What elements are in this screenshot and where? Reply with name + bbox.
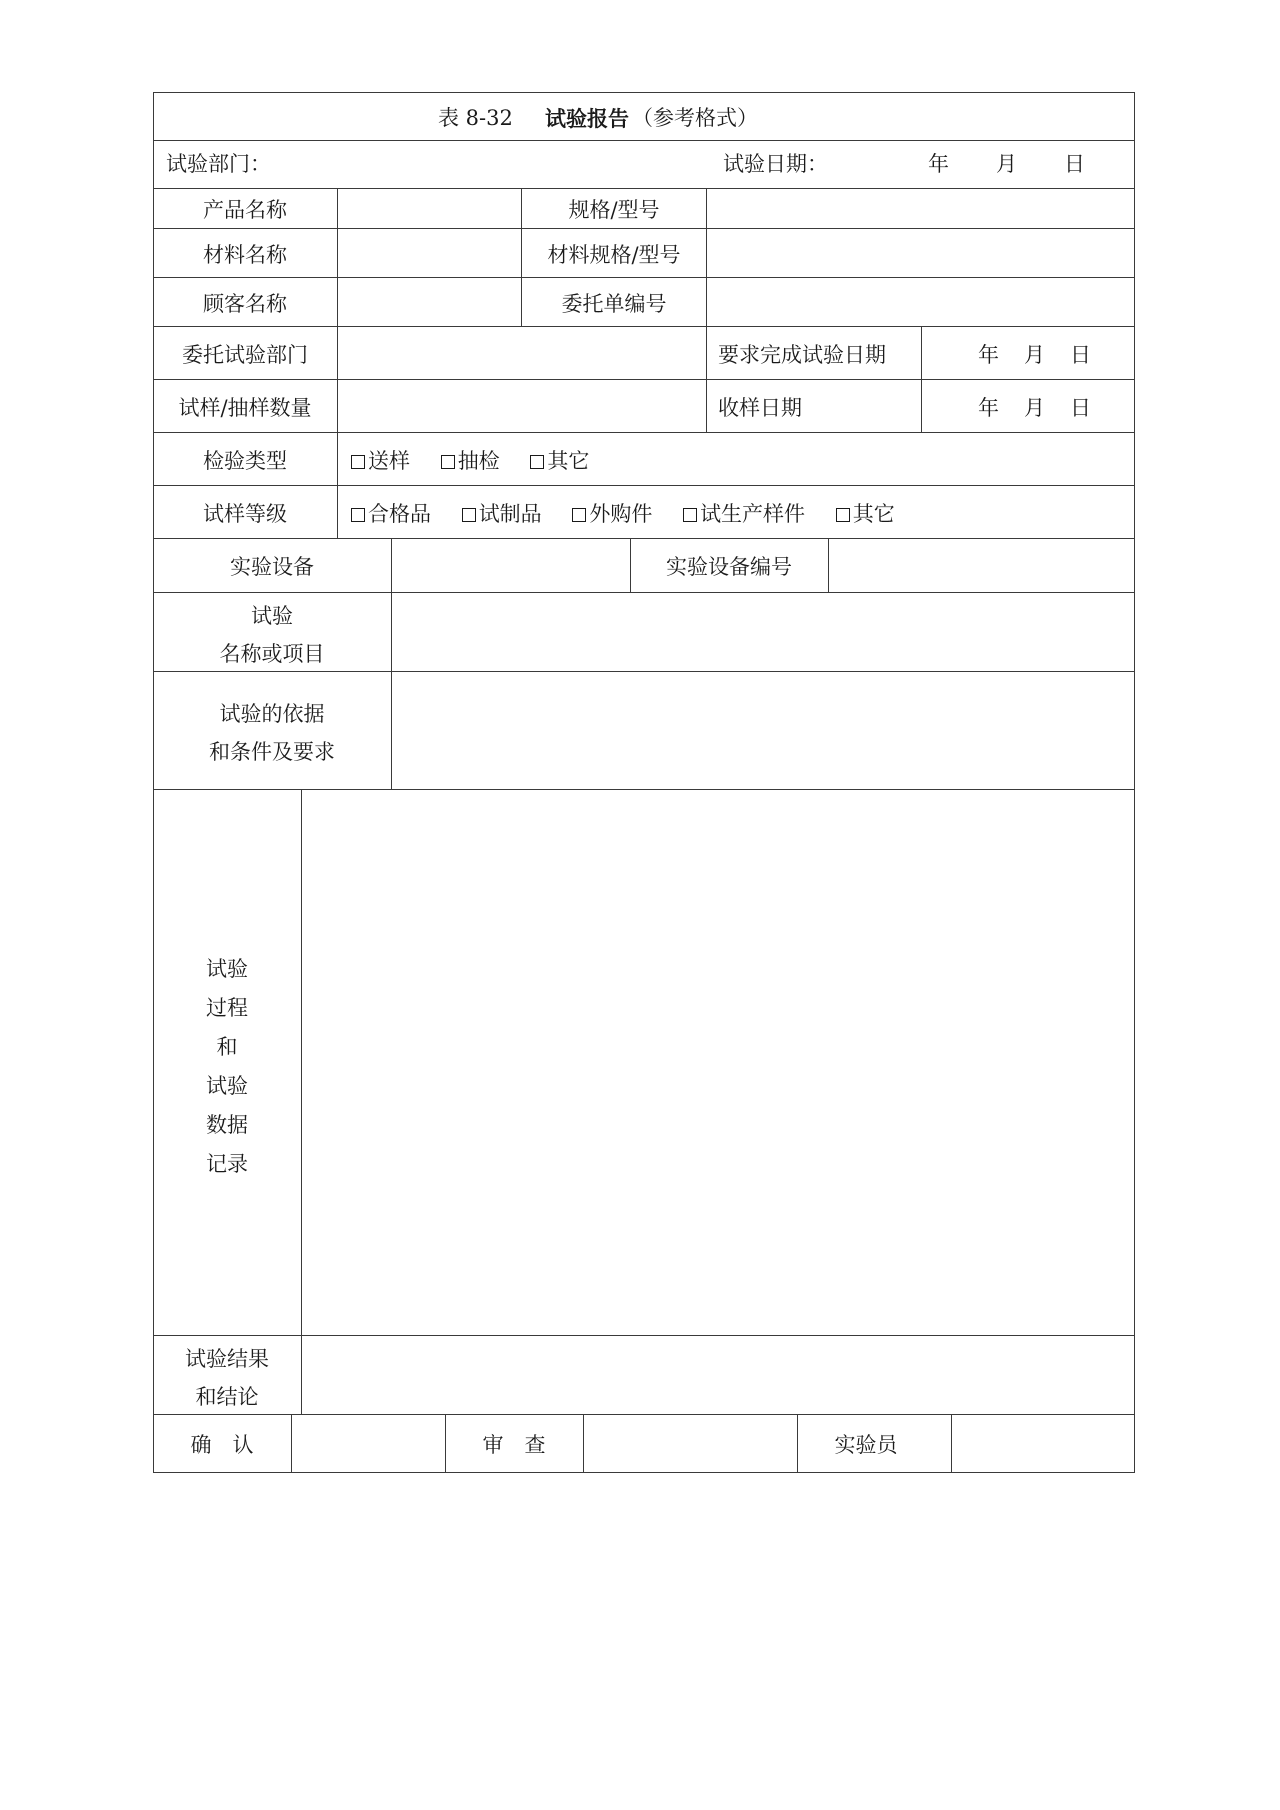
row-divider: [153, 485, 1135, 486]
col-divider: [337, 188, 338, 538]
option-spot-check[interactable]: 抽检: [441, 449, 500, 473]
checkbox-icon[interactable]: [462, 508, 476, 522]
process-label-char: 记录: [206, 1152, 248, 1176]
row-divider: [153, 188, 1135, 189]
required-date-label: 要求完成试验日期: [718, 343, 886, 367]
row-divider: [153, 277, 1135, 278]
test-basis-line1: 试验的依据: [219, 702, 325, 726]
required-date-year: 年: [978, 343, 999, 367]
col-divider: [291, 1414, 292, 1473]
process-label-char: 数据: [206, 1113, 248, 1137]
inspection-type-options: [351, 451, 613, 472]
test-result-line1: 试验结果: [185, 1347, 269, 1371]
process-label-char: 过程: [206, 996, 248, 1020]
inspection-type-label: 检验类型: [203, 449, 287, 473]
test-name-line2: 名称或项目: [219, 642, 325, 666]
review-label: 审 查: [482, 1433, 546, 1457]
entrust-dept-label: 委托试验部门: [182, 343, 308, 367]
receive-date-year: 年: [978, 396, 999, 420]
option-qualified[interactable]: 合格品: [351, 502, 431, 526]
checkbox-icon[interactable]: [530, 455, 544, 469]
checkbox-icon[interactable]: [441, 455, 455, 469]
process-label-char: 和: [216, 1035, 238, 1059]
row-divider: [153, 326, 1135, 327]
order-number-label: 委托单编号: [561, 292, 667, 316]
col-divider: [445, 1414, 446, 1473]
option-purchased[interactable]: 外购件: [572, 502, 652, 526]
test-date-month: 月: [996, 152, 1017, 176]
spec-model-label: 规格/型号: [568, 198, 660, 222]
row-divider: [153, 140, 1135, 141]
col-divider: [797, 1414, 798, 1473]
option-other[interactable]: 其它: [530, 449, 589, 473]
confirm-label: 确 认: [190, 1433, 254, 1457]
option-trial-product[interactable]: 试制品: [462, 502, 542, 526]
col-divider: [583, 1414, 584, 1473]
material-name-label: 材料名称: [203, 243, 287, 267]
test-dept-label: 试验部门：: [166, 152, 271, 176]
process-record-label: [206, 950, 248, 1184]
checkbox-icon[interactable]: [351, 508, 365, 522]
row-divider: [153, 228, 1135, 229]
customer-name-label: 顾客名称: [203, 292, 287, 316]
form-title: 试验报告: [545, 106, 629, 131]
col-divider: [391, 538, 392, 789]
row-divider: [153, 538, 1135, 539]
col-divider: [521, 188, 522, 326]
sample-grade-label: 试样等级: [203, 502, 287, 526]
receive-date-label: 收样日期: [718, 396, 802, 420]
row-divider: [153, 592, 1135, 593]
col-divider: [630, 538, 631, 592]
process-label-char: 试验: [206, 957, 248, 981]
required-date-month: 月: [1024, 343, 1045, 367]
test-name-line1: 试验: [251, 604, 293, 628]
row-divider: [153, 379, 1135, 380]
table-number: 表 8-32: [438, 106, 513, 130]
col-divider: [706, 188, 707, 432]
col-divider: [951, 1414, 952, 1473]
option-send-sample[interactable]: 送样: [351, 449, 410, 473]
material-spec-label: 材料规格/型号: [547, 243, 681, 267]
option-grade-other[interactable]: 其它: [836, 502, 895, 526]
test-result-label: [185, 1340, 269, 1416]
required-date-day: 日: [1070, 343, 1091, 367]
test-basis-label: [209, 695, 335, 771]
col-divider: [921, 326, 922, 432]
test-date-label: 试验日期：: [723, 152, 828, 176]
receive-date-month: 月: [1024, 396, 1045, 420]
row-divider: [153, 1414, 1135, 1415]
col-divider: [828, 538, 829, 592]
tester-label: 实验员: [834, 1433, 898, 1457]
equipment-number-label: 实验设备编号: [666, 555, 792, 579]
form-subtitle: （参考格式）: [632, 106, 758, 130]
sample-quantity-label: 试样/抽样数量: [178, 396, 312, 420]
checkbox-icon[interactable]: [572, 508, 586, 522]
row-divider: [153, 432, 1135, 433]
sample-grade-options: [351, 504, 919, 525]
test-result-line2: 和结论: [195, 1385, 259, 1409]
process-label-char: 试验: [206, 1074, 248, 1098]
col-divider: [301, 789, 302, 1414]
equipment-label: 实验设备: [230, 555, 314, 579]
option-trial-production-sample[interactable]: 试生产样件: [683, 502, 805, 526]
test-basis-line2: 和条件及要求: [209, 740, 335, 764]
checkbox-icon[interactable]: [836, 508, 850, 522]
test-name-label: [220, 597, 325, 673]
test-date-year: 年: [928, 152, 949, 176]
product-name-label: 产品名称: [203, 198, 287, 222]
checkbox-icon[interactable]: [351, 455, 365, 469]
test-date-day: 日: [1064, 152, 1085, 176]
checkbox-icon[interactable]: [683, 508, 697, 522]
receive-date-day: 日: [1070, 396, 1091, 420]
